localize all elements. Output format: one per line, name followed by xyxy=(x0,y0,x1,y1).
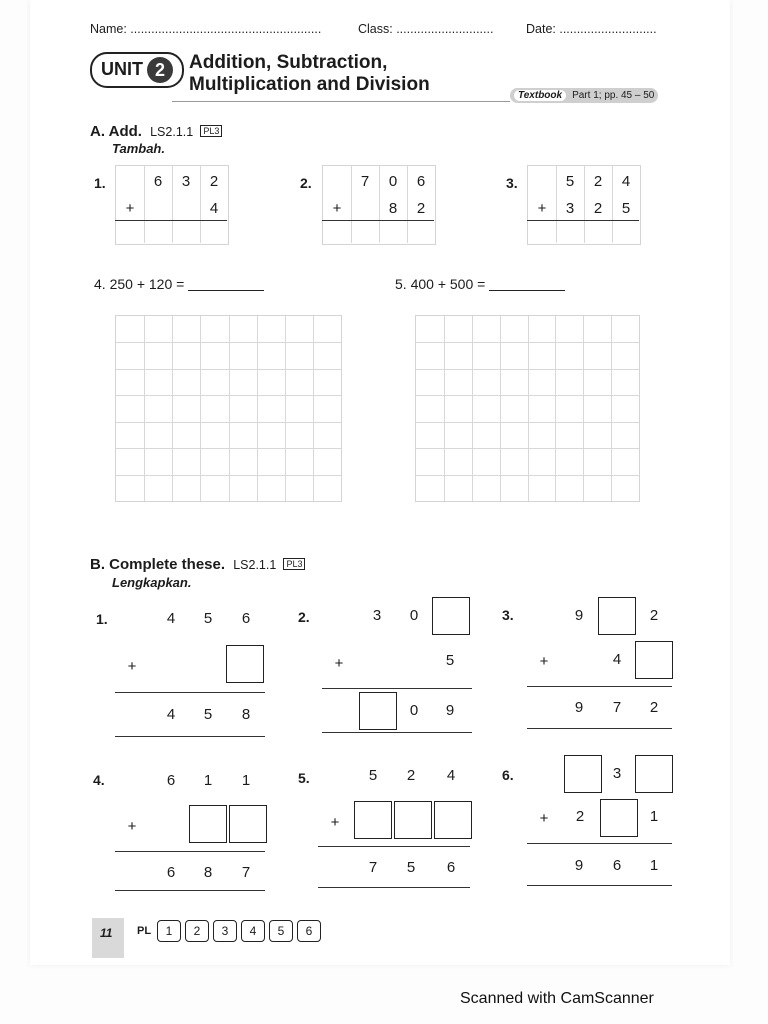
answer-box[interactable] xyxy=(226,645,264,683)
page-number: 11 xyxy=(100,926,113,940)
digit: 4 xyxy=(612,651,622,668)
digit: 6 xyxy=(166,864,176,881)
section-a-subheading: Tambah. xyxy=(112,141,165,156)
digit: 8 xyxy=(203,864,213,881)
problem-a5 xyxy=(395,276,565,292)
pl-level-box[interactable]: 6 xyxy=(297,920,321,942)
digit: 4 xyxy=(209,200,219,217)
digit: 0 xyxy=(409,607,419,624)
section-a-pl-tag: PL3 xyxy=(200,125,222,137)
pl-label: PL xyxy=(137,925,152,937)
grid-line xyxy=(285,316,286,501)
grid-line xyxy=(116,369,341,370)
digit: 5 xyxy=(406,859,416,876)
answer-box[interactable] xyxy=(229,805,267,843)
digit: 2 xyxy=(649,699,659,716)
class-field-label: Class: ............................ xyxy=(358,22,494,36)
digit: 2 xyxy=(209,173,219,190)
plus-sign: + xyxy=(127,818,137,835)
grid-line xyxy=(611,316,612,501)
digit: 2 xyxy=(416,200,426,217)
digit: 5 xyxy=(368,767,378,784)
digit: 8 xyxy=(241,706,251,723)
grid-line xyxy=(144,316,145,501)
digit: 0 xyxy=(409,702,419,719)
grid-line xyxy=(416,369,639,370)
working-grid-a5[interactable] xyxy=(415,315,640,502)
problem-b2-number: 2. xyxy=(298,609,310,625)
answer-box[interactable] xyxy=(432,597,470,635)
pl-level-box[interactable]: 1 xyxy=(157,920,181,942)
problem-a1-number: 1. xyxy=(94,175,106,191)
digit: 1 xyxy=(649,857,659,874)
grid-line xyxy=(172,316,173,501)
textbook-pages: Part 1; pp. 45 – 50 xyxy=(572,90,655,101)
problem-b4-number: 4. xyxy=(93,772,105,788)
plus-sign: + xyxy=(334,655,344,672)
digit: 6 xyxy=(446,859,456,876)
unit-title-line1: Addition, Subtraction, xyxy=(189,52,388,73)
grid-line xyxy=(528,316,529,501)
answer-box[interactable] xyxy=(394,801,432,839)
digit: 4 xyxy=(166,706,176,723)
section-b-code: LS2.1.1 xyxy=(233,558,277,572)
unit-label: UNIT xyxy=(101,59,143,79)
digit: 6 xyxy=(241,610,251,627)
answer-box[interactable] xyxy=(635,641,673,679)
answer-blank[interactable] xyxy=(489,278,565,291)
grid-line xyxy=(416,342,639,343)
grid-line xyxy=(444,316,445,501)
digit: 4 xyxy=(446,767,456,784)
scanner-watermark: Scanned with CamScanner xyxy=(460,990,654,1007)
unit-badge xyxy=(90,52,184,88)
pl-level-box[interactable]: 5 xyxy=(269,920,293,942)
digit: 2 xyxy=(575,808,585,825)
digit: 5 xyxy=(203,610,213,627)
grid-line xyxy=(416,475,639,476)
plus-sign: + xyxy=(127,658,137,675)
problem-a2-number: 2. xyxy=(300,175,312,191)
answer-box[interactable] xyxy=(598,597,636,635)
grid-line xyxy=(229,316,230,501)
grid-line xyxy=(313,316,314,501)
digit: 7 xyxy=(241,864,251,881)
answer-box[interactable] xyxy=(635,755,673,793)
plus-sign: + xyxy=(537,200,547,217)
answer-box[interactable] xyxy=(434,801,472,839)
digit: 1 xyxy=(649,808,659,825)
digit: 2 xyxy=(649,607,659,624)
digit: 7 xyxy=(612,699,622,716)
answer-box[interactable] xyxy=(359,692,397,730)
section-b-subheading: Lengkapkan. xyxy=(112,575,192,590)
problem-a3-number: 3. xyxy=(506,175,518,191)
pl-level-box[interactable]: 2 xyxy=(185,920,209,942)
digit: 4 xyxy=(621,173,631,190)
grid-line xyxy=(500,316,501,501)
digit: 7 xyxy=(360,173,370,190)
digit: 6 xyxy=(612,857,622,874)
digit: 5 xyxy=(621,200,631,217)
digit: 3 xyxy=(612,765,622,782)
digit: 3 xyxy=(181,173,191,190)
digit: 2 xyxy=(406,767,416,784)
grid-line xyxy=(416,395,639,396)
digit: 8 xyxy=(388,200,398,217)
digit: 2 xyxy=(593,173,603,190)
unit-title-line2: Multiplication and Division xyxy=(189,74,430,95)
digit: 3 xyxy=(372,607,382,624)
grid-line xyxy=(416,448,639,449)
page-tab xyxy=(92,918,124,958)
plus-sign: + xyxy=(539,810,549,827)
grid-line xyxy=(416,422,639,423)
section-a-title: A. Add. xyxy=(90,123,142,140)
digit: 6 xyxy=(153,173,163,190)
plus-sign: + xyxy=(332,200,342,217)
digit: 9 xyxy=(574,857,584,874)
unit-number: 2 xyxy=(147,57,173,83)
grid-line xyxy=(472,316,473,501)
digit: 5 xyxy=(203,706,213,723)
textbook-reference xyxy=(510,88,658,103)
section-b-heading xyxy=(90,556,305,573)
grid-line xyxy=(200,316,201,501)
digit: 2 xyxy=(593,200,603,217)
answer-blank[interactable] xyxy=(188,278,264,291)
problem-b1-number: 1. xyxy=(96,611,108,627)
textbook-label: Textbook xyxy=(514,90,566,101)
digit: 9 xyxy=(445,702,455,719)
digit: 5 xyxy=(565,173,575,190)
digit: 5 xyxy=(445,652,455,669)
digit: 7 xyxy=(368,859,378,876)
answer-box[interactable] xyxy=(354,801,392,839)
plus-sign: + xyxy=(539,653,549,670)
problem-a4 xyxy=(94,276,264,292)
digit: 4 xyxy=(166,610,176,627)
working-grid-a4[interactable] xyxy=(115,315,342,502)
problem-b3-number: 3. xyxy=(502,607,514,623)
problem-b6-number: 6. xyxy=(502,767,514,783)
digit: 6 xyxy=(166,772,176,789)
answer-box[interactable] xyxy=(189,805,227,843)
problem-a5-text: 5. 400 + 500 = xyxy=(395,276,486,292)
grid-line xyxy=(257,316,258,501)
digit: 9 xyxy=(574,699,584,716)
digit: 9 xyxy=(574,607,584,624)
grid-line xyxy=(583,316,584,501)
section-b-pl-tag: PL3 xyxy=(283,558,305,570)
digit: 3 xyxy=(565,200,575,217)
pl-level-box[interactable]: 3 xyxy=(213,920,237,942)
name-field-label: Name: ....................................................... xyxy=(90,22,322,36)
date-field-label: Date: ............................ xyxy=(526,22,657,36)
digit: 1 xyxy=(203,772,213,789)
answer-box[interactable] xyxy=(564,755,602,793)
answer-box[interactable] xyxy=(600,799,638,837)
problem-a4-text: 4. 250 + 120 = xyxy=(94,276,185,292)
digit: 0 xyxy=(388,173,398,190)
pl-level-box[interactable]: 4 xyxy=(241,920,265,942)
digit: 1 xyxy=(241,772,251,789)
section-b-title: B. Complete these. xyxy=(90,556,226,573)
grid-line xyxy=(116,342,341,343)
grid-line xyxy=(116,448,341,449)
plus-sign: + xyxy=(330,814,340,831)
grid-line xyxy=(555,316,556,501)
grid-line xyxy=(116,395,341,396)
plus-sign: + xyxy=(125,200,135,217)
section-a-heading xyxy=(90,123,222,140)
digit: 6 xyxy=(416,173,426,190)
grid-line xyxy=(116,422,341,423)
section-a-code: LS2.1.1 xyxy=(150,125,194,139)
problem-b5-number: 5. xyxy=(298,770,310,786)
grid-line xyxy=(116,475,341,476)
